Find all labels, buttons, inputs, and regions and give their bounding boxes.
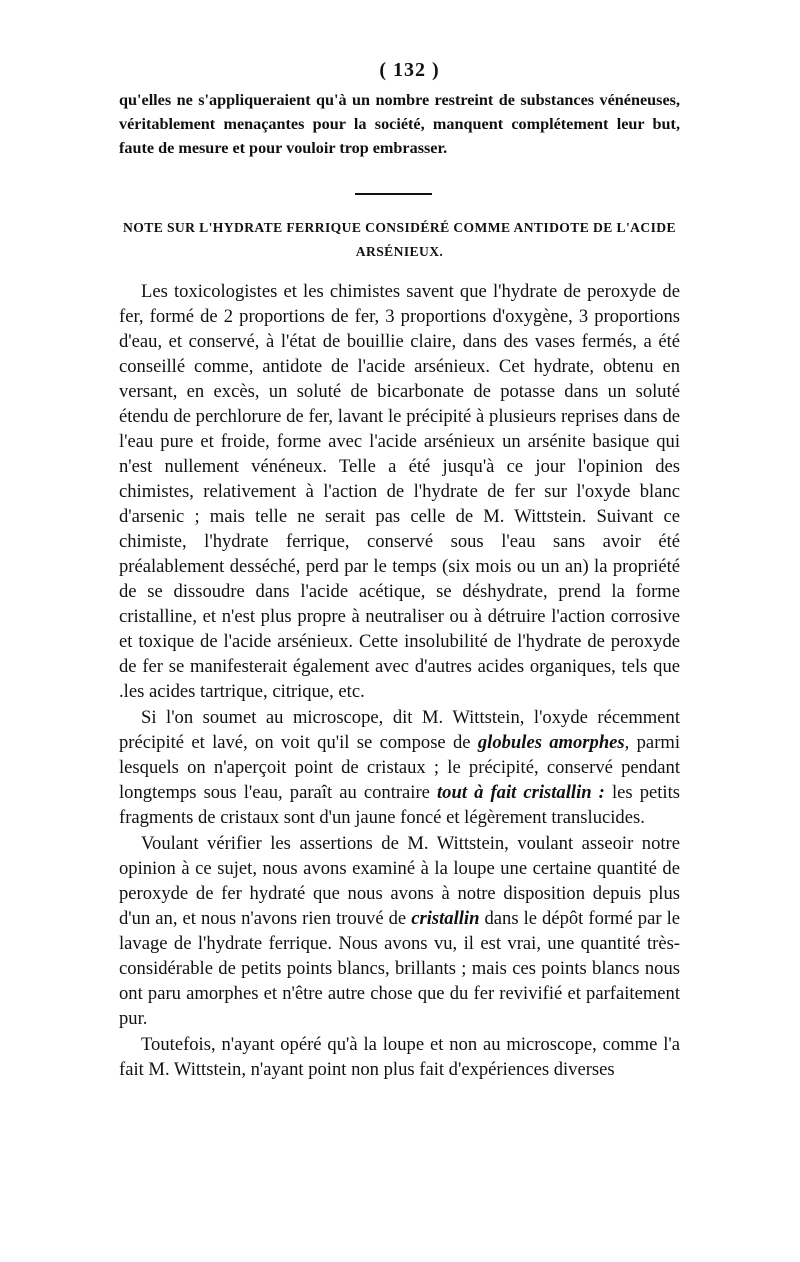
emphasis-globules-amorphes: globules amorphes — [477, 732, 625, 753]
paragraph-2-text-a: Si l'on soumet au microscope, dit M. Wittstein, l'oxyde récemment précipité et lavé, on voit qu'il se compose de — [119, 707, 680, 753]
emphasis-tout-a-fait-cristallin: tout à fait cristallin : — [437, 782, 605, 803]
paragraph-2-text-b: , parmi lesquels on n'aperçoit point de cristaux ; le précipité, conservé pendant longtemps sous l'eau, paraît au contraire — [119, 732, 681, 803]
page-number: ( 132 ) — [379, 59, 440, 81]
intro-paragraph: qu'elles ne s'appliqueraient qu'à un nombre restreint de substances vénéneuses, véritablement menaçantes pour la société, manquent complétement leur but, faute de mesure et pour vouloir trop embrasser. — [119, 91, 680, 157]
paragraph-4: Toutefois, n'ayant opéré qu'à la loupe et non au microscope, comme l'a fait M. Wittstein, n'ayant point non plus fait d'expériences diverses — [119, 1034, 680, 1080]
paragraph-2 — [119, 705, 680, 830]
paragraph-2-text-c: les petits fragments de cristaux sont d'un jaune foncé et légèrement translucides. — [119, 782, 680, 828]
note-title: NOTE SUR L'HYDRATE FERRIQUE CONSIDÉRÉ COMME ANTIDOTE DE L'ACIDE ARSÉNIEUX. — [123, 220, 676, 259]
emphasis-cristallin: cristallin — [411, 908, 480, 929]
note-body — [119, 279, 680, 1082]
paragraph-3 — [119, 831, 680, 1031]
paragraph-3-text-a: Voulant vérifier les assertions de M. Wittstein, voulant asseoir notre opinion à ce sujet, nous avons examiné à la loupe une certaine quantité de peroxyde de fer hydraté que nous avons à notre disposition depuis plus d'un an, et nous n'avons rien trouvé de — [119, 833, 680, 929]
section-divider — [355, 193, 432, 195]
book-page — [119, 58, 680, 1082]
paragraph-1: Les toxicologistes et les chimistes savent que l'hydrate de peroxyde de fer, formé de 2 proportions de fer, 3 proportions d'oxygène, 3 proportions d'eau, et conservé, à l'état de bouillie claire, dans des vases fermés, a été conseillé comme, antidote de l'acide arsénieux. Cet hydrate, obtenu en versant, en excès, un soluté de bicarbonate de potasse dans un soluté étendu de perchlorure de fer, lavant le précipité à plusieurs reprises dans de l'eau pure et froide, forme avec l'acide arsénieux un arsénite basique qui n'est nullement vénéneux. Telle a été jusqu'à ce jour l'opinion des chimistes, relativement à l'action de l'hydrate de fer sur l'oxyde blanc d'arsenic ; mais telle ne serait pas celle de M. Wittstein. Suivant ce chimiste, l'hydrate ferrique, conservé sous l'eau sans avoir été préalablement desséché, perd par le temps (six mois ou un an) la propriété de se dissoudre dans l'acide acétique, se déshydrate, prend la forme cristalline, et n'est plus propre à neutraliser ou à détruire l'action corrosive et toxique de l'acide arsénieux. Cette insolubilité de l'hydrate de peroxyde de fer se manifesterait également avec d'autres acides organiques, tels que .les acides tartrique, citrique, etc. — [119, 281, 680, 702]
paragraph-3-text-b: dans le dépôt formé par le lavage de l'hydrate ferrique. Nous avons vu, il est vrai, une quantité très-considérable de petits points blancs, brillants ; mais ces points blancs nous ont paru amorphes et n'être autre chose que du fer revivifié et parfaitement pur. — [119, 908, 680, 1029]
